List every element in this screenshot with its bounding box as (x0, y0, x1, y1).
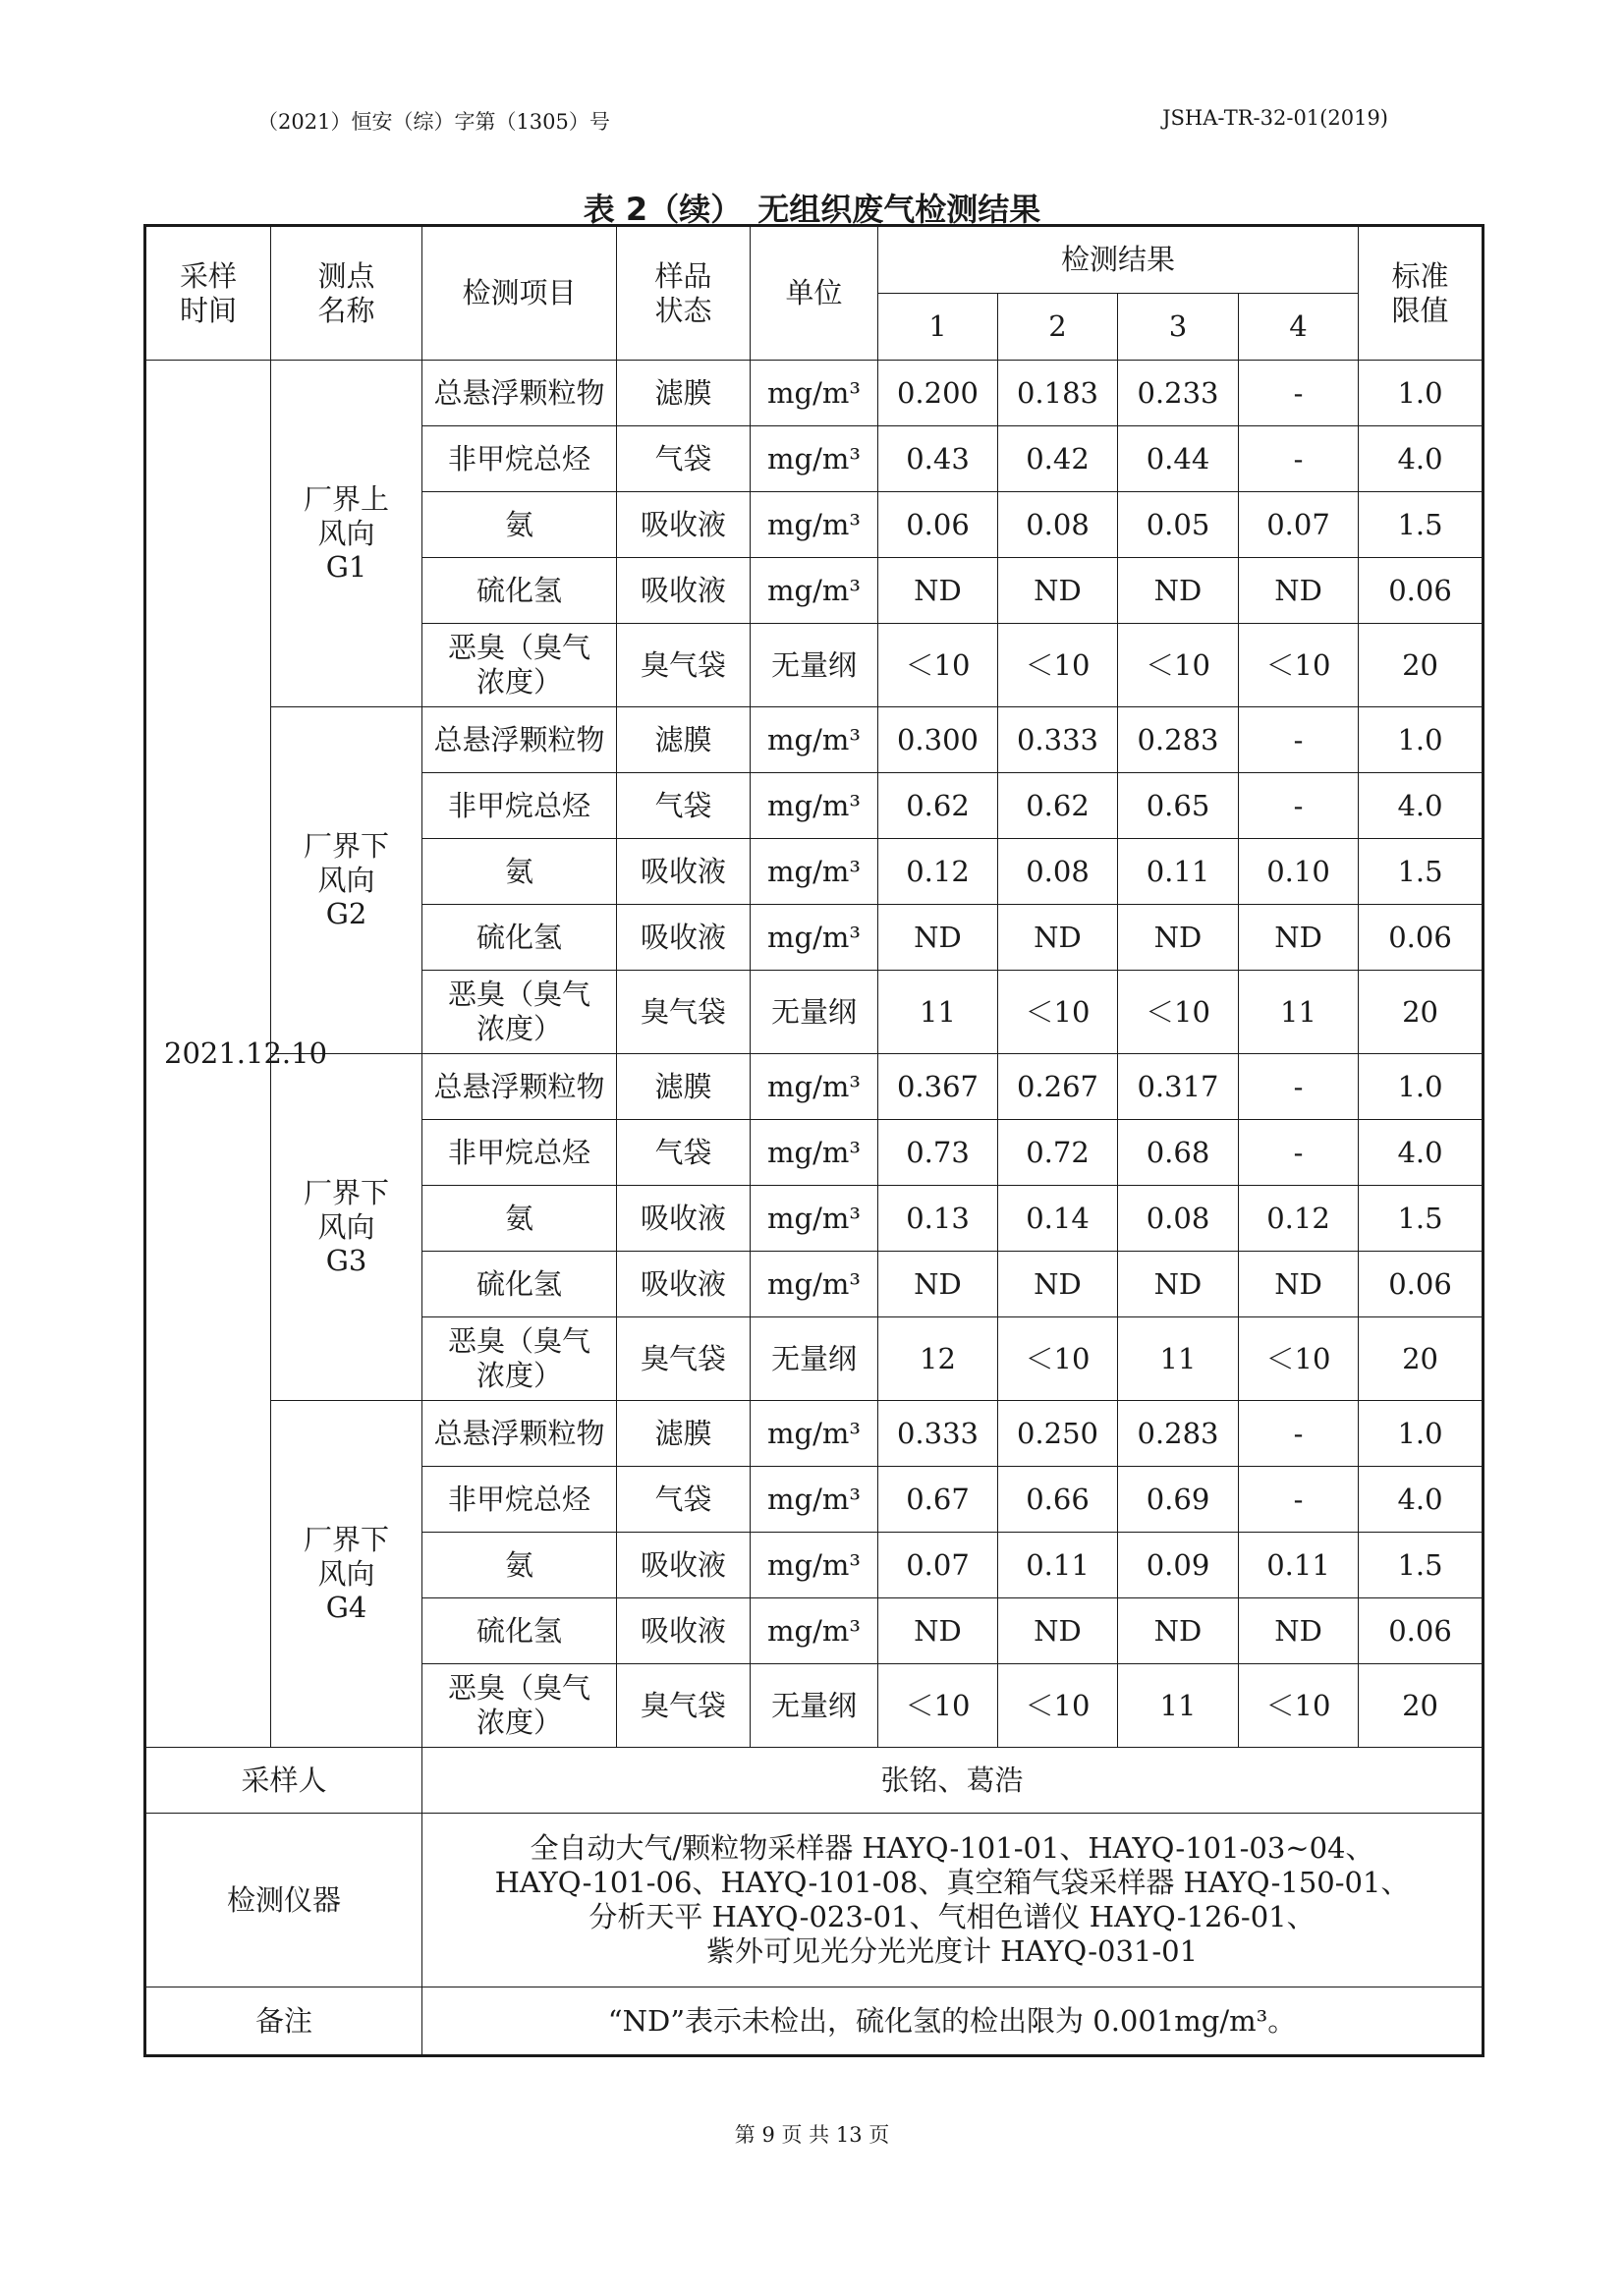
result-3: 0.11 (1118, 839, 1239, 905)
point-name: 厂界下风向 G3 (271, 1054, 422, 1401)
result-3: ND (1118, 1598, 1239, 1664)
test-item: 总悬浮颗粒物 (422, 361, 617, 426)
result-1: 0.06 (878, 492, 998, 558)
result-1: ＜10 (878, 624, 998, 707)
limit-value: 4.0 (1359, 773, 1484, 839)
sample-state: 吸收液 (617, 1252, 751, 1317)
result-4: 11 (1239, 971, 1359, 1054)
limit-value: 4.0 (1359, 1467, 1484, 1533)
sample-state: 吸收液 (617, 1533, 751, 1598)
test-item: 非甲烷总烃 (422, 1120, 617, 1186)
result-3: 0.233 (1118, 361, 1239, 426)
test-item: 非甲烷总烃 (422, 773, 617, 839)
result-4: ＜10 (1239, 1664, 1359, 1748)
limit-value: 4.0 (1359, 1120, 1484, 1186)
sampler-row (145, 1748, 1484, 1814)
col-header-r2: 2 (998, 294, 1118, 361)
result-3: 0.08 (1118, 1186, 1239, 1252)
result-4: 0.12 (1239, 1186, 1359, 1252)
unit: mg/m³ (751, 1120, 878, 1186)
unit: mg/m³ (751, 1467, 878, 1533)
result-1: ND (878, 1598, 998, 1664)
unit: mg/m³ (751, 1598, 878, 1664)
result-4: ND (1239, 1252, 1359, 1317)
result-3: 0.44 (1118, 426, 1239, 492)
result-2: 0.14 (998, 1186, 1118, 1252)
point-name: 厂界上风向 G1 (271, 361, 422, 707)
sampler-value: 张铭、葛浩 (422, 1748, 1484, 1814)
results-table (143, 224, 1484, 2057)
result-1: 0.67 (878, 1467, 998, 1533)
sample-state: 气袋 (617, 773, 751, 839)
result-3: 11 (1118, 1317, 1239, 1401)
result-2: 0.66 (998, 1467, 1118, 1533)
unit: mg/m³ (751, 1054, 878, 1120)
sample-state: 吸收液 (617, 839, 751, 905)
sampler-label: 采样人 (145, 1748, 422, 1814)
instruments-label: 检测仪器 (145, 1814, 422, 1987)
sample-state: 滤膜 (617, 1054, 751, 1120)
test-item: 恶臭（臭气浓度） (422, 1317, 617, 1401)
result-2: ND (998, 558, 1118, 624)
result-1: 0.73 (878, 1120, 998, 1186)
result-3: 0.09 (1118, 1533, 1239, 1598)
report-number: （2021）恒安（综）字第（1305）号 (257, 110, 610, 134)
result-4: - (1239, 1467, 1359, 1533)
sample-state: 吸收液 (617, 492, 751, 558)
result-4: 0.10 (1239, 839, 1359, 905)
result-1: 0.367 (878, 1054, 998, 1120)
result-4: 0.07 (1239, 492, 1359, 558)
result-1: 12 (878, 1317, 998, 1401)
result-1: 0.200 (878, 361, 998, 426)
sample-state: 气袋 (617, 426, 751, 492)
page-footer: 第 9 页 共 13 页 (734, 2123, 890, 2147)
result-3: ND (1118, 905, 1239, 971)
test-item: 恶臭（臭气浓度） (422, 624, 617, 707)
limit-value: 1.0 (1359, 361, 1484, 426)
test-item: 氨 (422, 1186, 617, 1252)
table-title: 表 2（续） 无组织废气检测结果 (583, 191, 1041, 228)
unit: 无量纲 (751, 1664, 878, 1748)
sample-state: 滤膜 (617, 1401, 751, 1467)
test-item: 硫化氢 (422, 905, 617, 971)
table-row (145, 707, 1484, 773)
remark-label: 备注 (145, 1987, 422, 2056)
instruments-row (145, 1814, 1484, 1987)
limit-value: 1.0 (1359, 1401, 1484, 1467)
limit-value: 0.06 (1359, 1598, 1484, 1664)
sample-state: 臭气袋 (617, 1664, 751, 1748)
test-item: 非甲烷总烃 (422, 426, 617, 492)
unit: 无量纲 (751, 1317, 878, 1401)
unit: mg/m³ (751, 426, 878, 492)
result-3: ＜10 (1118, 971, 1239, 1054)
instruments-value (422, 1814, 1484, 1987)
limit-value: 1.5 (1359, 492, 1484, 558)
result-1: 0.07 (878, 1533, 998, 1598)
result-2: ＜10 (998, 1317, 1118, 1401)
col-header-point: 测点名称 (271, 226, 422, 361)
result-2: ＜10 (998, 624, 1118, 707)
result-2: 0.72 (998, 1120, 1118, 1186)
unit: mg/m³ (751, 839, 878, 905)
limit-value: 0.06 (1359, 1252, 1484, 1317)
sample-state: 气袋 (617, 1120, 751, 1186)
limit-value: 1.0 (1359, 1054, 1484, 1120)
result-3: 0.283 (1118, 707, 1239, 773)
result-1: 0.333 (878, 1401, 998, 1467)
result-2: ＜10 (998, 971, 1118, 1054)
result-2: 0.183 (998, 361, 1118, 426)
limit-value: 1.5 (1359, 1533, 1484, 1598)
col-header-time: 采样时间 (145, 226, 271, 361)
limit-value: 20 (1359, 971, 1484, 1054)
unit: mg/m³ (751, 773, 878, 839)
sample-state: 气袋 (617, 1467, 751, 1533)
result-3: ND (1118, 558, 1239, 624)
table-row (145, 361, 1484, 426)
result-2: ND (998, 1598, 1118, 1664)
col-header-item: 检测项目 (422, 226, 617, 361)
result-4: ＜10 (1239, 1317, 1359, 1401)
result-2: ＜10 (998, 1664, 1118, 1748)
result-3: 0.283 (1118, 1401, 1239, 1467)
result-2: 0.08 (998, 492, 1118, 558)
sample-state: 吸收液 (617, 1598, 751, 1664)
unit: mg/m³ (751, 558, 878, 624)
instrument-line: 紫外可见光分光光度计 HAYQ-031-01 (705, 1933, 1199, 1968)
result-1: 0.62 (878, 773, 998, 839)
result-3: 0.317 (1118, 1054, 1239, 1120)
result-2: 0.42 (998, 426, 1118, 492)
test-item: 恶臭（臭气浓度） (422, 971, 617, 1054)
result-4: - (1239, 707, 1359, 773)
unit: mg/m³ (751, 1252, 878, 1317)
result-1: 0.43 (878, 426, 998, 492)
limit-value: 1.0 (1359, 707, 1484, 773)
result-3: 0.68 (1118, 1120, 1239, 1186)
result-2: ND (998, 1252, 1118, 1317)
sampling-time: 2021.12.10 (145, 361, 271, 1748)
result-1: 0.12 (878, 839, 998, 905)
test-item: 氨 (422, 492, 617, 558)
col-header-results: 检测结果 (878, 226, 1359, 294)
limit-value: 20 (1359, 624, 1484, 707)
sample-state: 臭气袋 (617, 971, 751, 1054)
limit-value: 0.06 (1359, 558, 1484, 624)
unit: 无量纲 (751, 624, 878, 707)
result-1: ND (878, 905, 998, 971)
unit: mg/m³ (751, 707, 878, 773)
limit-value: 1.5 (1359, 839, 1484, 905)
sample-state: 吸收液 (617, 1186, 751, 1252)
table-row (145, 1401, 1484, 1467)
col-header-r3: 3 (1118, 294, 1239, 361)
limit-value: 0.06 (1359, 905, 1484, 971)
result-4: 0.11 (1239, 1533, 1359, 1598)
remark-row (145, 1987, 1484, 2056)
result-4: - (1239, 1054, 1359, 1120)
result-2: 0.333 (998, 707, 1118, 773)
test-item: 硫化氢 (422, 558, 617, 624)
document-code: JSHA-TR-32-01(2019) (1162, 106, 1388, 130)
result-3: 0.65 (1118, 773, 1239, 839)
col-header-limit: 标准限值 (1359, 226, 1484, 361)
result-3: ＜10 (1118, 624, 1239, 707)
point-name: 厂界下风向 G4 (271, 1401, 422, 1748)
unit: mg/m³ (751, 492, 878, 558)
result-4: ND (1239, 905, 1359, 971)
col-header-r1: 1 (878, 294, 998, 361)
table-row (145, 1054, 1484, 1120)
test-item: 硫化氢 (422, 1598, 617, 1664)
result-4: ND (1239, 1598, 1359, 1664)
unit: mg/m³ (751, 1401, 878, 1467)
sample-state: 臭气袋 (617, 624, 751, 707)
result-4: ND (1239, 558, 1359, 624)
col-header-r4: 4 (1239, 294, 1359, 361)
result-2: 0.62 (998, 773, 1118, 839)
result-1: ＜10 (878, 1664, 998, 1748)
result-4: - (1239, 1120, 1359, 1186)
unit: mg/m³ (751, 361, 878, 426)
limit-value: 1.5 (1359, 1186, 1484, 1252)
result-4: ＜10 (1239, 624, 1359, 707)
instrument-line: HAYQ-101-06、HAYQ-101-08、真空箱气袋采样器 HAYQ-150-01、 (494, 1866, 1410, 1900)
remark-value: “ND”表示未检出，硫化氢的检出限为 0.001mg/m³。 (422, 1987, 1484, 2056)
result-1: ND (878, 558, 998, 624)
unit: mg/m³ (751, 1186, 878, 1252)
result-2: 0.08 (998, 839, 1118, 905)
test-item: 总悬浮颗粒物 (422, 707, 617, 773)
result-2: 0.11 (998, 1533, 1118, 1598)
result-1: ND (878, 1252, 998, 1317)
test-item: 总悬浮颗粒物 (422, 1054, 617, 1120)
result-3: ND (1118, 1252, 1239, 1317)
sample-state: 滤膜 (617, 361, 751, 426)
limit-value: 4.0 (1359, 426, 1484, 492)
result-4: - (1239, 361, 1359, 426)
test-item: 非甲烷总烃 (422, 1467, 617, 1533)
test-item: 硫化氢 (422, 1252, 617, 1317)
result-1: 0.300 (878, 707, 998, 773)
instrument-line: 分析天平 HAYQ-023-01、气相色谱仪 HAYQ-126-01、 (588, 1900, 1316, 1933)
sample-state: 吸收液 (617, 558, 751, 624)
col-header-state: 样品状态 (617, 226, 751, 361)
unit: mg/m³ (751, 1533, 878, 1598)
unit: 无量纲 (751, 971, 878, 1054)
sample-state: 吸收液 (617, 905, 751, 971)
result-1: 11 (878, 971, 998, 1054)
result-3: 0.05 (1118, 492, 1239, 558)
result-4: - (1239, 773, 1359, 839)
sample-state: 臭气袋 (617, 1317, 751, 1401)
result-3: 0.69 (1118, 1467, 1239, 1533)
col-header-unit: 单位 (751, 226, 878, 361)
result-3: 11 (1118, 1664, 1239, 1748)
sample-state: 滤膜 (617, 707, 751, 773)
test-item: 氨 (422, 839, 617, 905)
unit: mg/m³ (751, 905, 878, 971)
result-2: 0.267 (998, 1054, 1118, 1120)
result-2: ND (998, 905, 1118, 971)
result-4: - (1239, 426, 1359, 492)
limit-value: 20 (1359, 1664, 1484, 1748)
result-4: - (1239, 1401, 1359, 1467)
test-item: 恶臭（臭气浓度） (422, 1664, 617, 1748)
instrument-line: 全自动大气/颗粒物采样器 HAYQ-101-01、HAYQ-101-03~04、 (530, 1831, 1374, 1866)
result-1: 0.13 (878, 1186, 998, 1252)
test-item: 总悬浮颗粒物 (422, 1401, 617, 1467)
point-name: 厂界下风向 G2 (271, 707, 422, 1054)
limit-value: 20 (1359, 1317, 1484, 1401)
test-item: 氨 (422, 1533, 617, 1598)
result-2: 0.250 (998, 1401, 1118, 1467)
